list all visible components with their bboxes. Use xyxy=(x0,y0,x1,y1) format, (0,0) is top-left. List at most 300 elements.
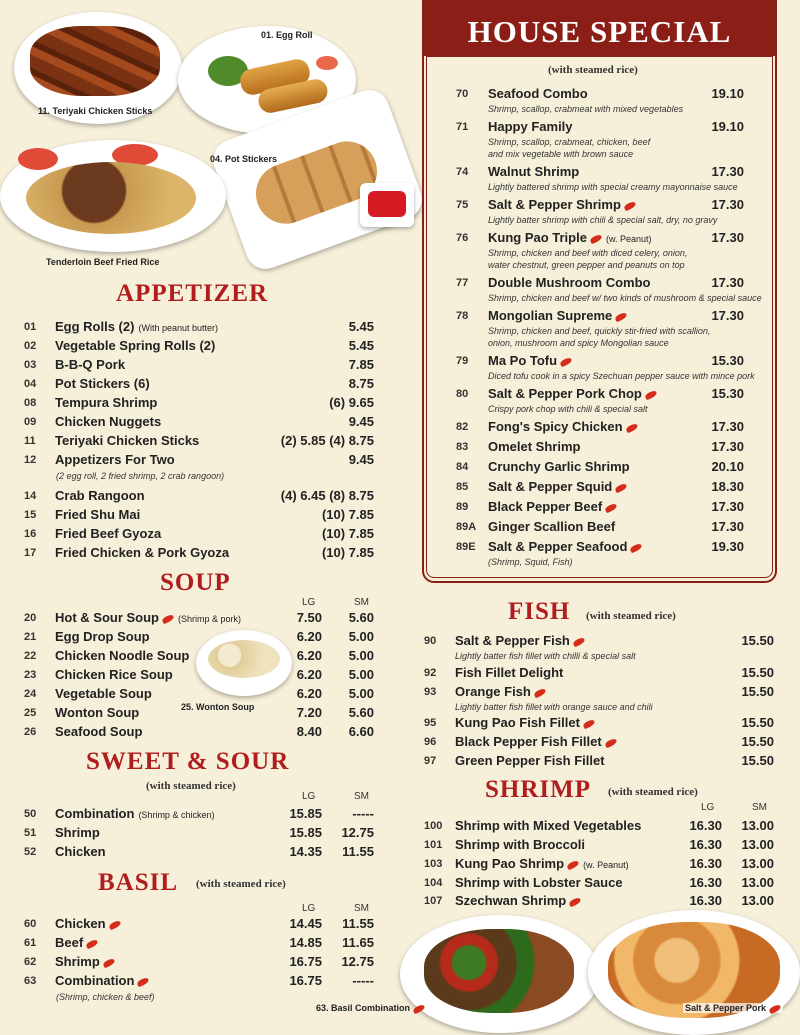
menu-item xyxy=(424,837,774,856)
item-name xyxy=(55,452,175,467)
item-price-sm: 11.55 xyxy=(342,916,374,931)
item-price: 17.30 xyxy=(711,419,744,434)
item-name-text: Combination xyxy=(55,973,135,988)
menu-item xyxy=(424,818,774,837)
item-number: 17 xyxy=(24,547,37,559)
item-name xyxy=(455,856,629,871)
sweetsour-sub: (with steamed rice) xyxy=(146,780,236,792)
item-name-text: Egg Rolls (2) xyxy=(55,319,135,334)
item-name-text: Hot & Sour Soup xyxy=(55,610,159,625)
item-name xyxy=(55,376,150,391)
item-number: 04 xyxy=(24,378,37,390)
spicy-icon xyxy=(161,613,174,624)
item-name xyxy=(455,665,563,680)
sweetsour-lg-header: LG xyxy=(302,791,316,802)
item-number: 15 xyxy=(24,509,37,521)
item-price-lg: 16.30 xyxy=(689,893,722,908)
item-number: 84 xyxy=(456,461,469,473)
item-number: 80 xyxy=(456,388,469,400)
item-price: (6) 9.65 xyxy=(329,395,374,410)
item-price: 15.50 xyxy=(741,734,774,749)
item-name-text: Black Pepper Fish Fillet xyxy=(455,734,602,749)
item-note: (w. Peanut) xyxy=(583,860,629,870)
item-name-text: Tempura Shrimp xyxy=(55,395,158,410)
item-price: 17.30 xyxy=(711,275,744,290)
menu-item xyxy=(24,376,374,395)
menu-item xyxy=(24,395,374,414)
item-description: (Shrimp, Squid, Fish) xyxy=(488,557,573,567)
item-name xyxy=(55,954,115,969)
item-price-sm: 13.00 xyxy=(741,893,774,908)
item-name xyxy=(455,753,605,768)
item-number: 76 xyxy=(456,232,469,244)
caption-potstickers: 04. Pot Stickers xyxy=(210,154,278,164)
item-number: 03 xyxy=(24,359,37,371)
item-number: 95 xyxy=(424,717,437,729)
house-special-title: HOUSE SPECIAL xyxy=(422,0,777,56)
item-name-text: Fong's Spicy Chicken xyxy=(488,419,623,434)
item-name xyxy=(488,386,657,401)
shrimp-sub: (with steamed rice) xyxy=(608,786,698,798)
spicy-icon xyxy=(615,482,628,493)
item-number: 79 xyxy=(456,355,469,367)
menu-item xyxy=(24,526,374,545)
item-number: 51 xyxy=(24,827,37,839)
item-price-sm: 5.00 xyxy=(348,686,374,701)
item-name xyxy=(488,353,572,368)
item-name xyxy=(455,837,585,852)
menu-item xyxy=(24,488,374,507)
caption-friedrice: Tenderloin Beef Fried Rice xyxy=(46,257,160,267)
caption-saltpork-text: Salt & Pepper Pork xyxy=(685,1003,767,1013)
item-name-text: Shrimp xyxy=(55,954,100,969)
item-name-text: Szechwan Shrimp xyxy=(455,893,567,908)
item-description: Lightly batter shrimp with chili & special salt, dry, no gravy xyxy=(488,215,718,225)
item-price-sm: 5.00 xyxy=(348,648,374,663)
item-number: 100 xyxy=(424,820,443,832)
menu-item xyxy=(24,806,374,825)
item-number: 52 xyxy=(24,846,37,858)
item-price-lg: 6.20 xyxy=(296,667,322,682)
item-name xyxy=(55,507,140,522)
item-price: 15.50 xyxy=(741,753,774,768)
spicy-icon xyxy=(412,1003,425,1014)
menu-item xyxy=(424,734,774,753)
item-price: 15.50 xyxy=(741,665,774,680)
item-price: 19.10 xyxy=(711,86,744,101)
item-name-text: Chicken Rice Soup xyxy=(55,667,173,682)
spicy-icon xyxy=(768,1003,781,1014)
item-number: 89A xyxy=(456,521,477,533)
item-name xyxy=(488,459,630,474)
item-price: 19.10 xyxy=(711,119,744,134)
item-name-text: B-B-Q Pork xyxy=(55,357,126,372)
item-name xyxy=(455,715,595,730)
item-price-lg: 15.85 xyxy=(289,825,322,840)
tomato-image xyxy=(316,56,338,70)
spicy-icon xyxy=(102,957,115,968)
item-name-text: Fried Chicken & Pork Gyoza xyxy=(55,545,230,560)
item-name-text: Salt & Pepper Shrimp xyxy=(488,197,621,212)
item-description: Lightly batter fish fillet with orange sauce and chili xyxy=(455,702,653,712)
item-name-text: Shrimp xyxy=(55,825,100,840)
item-name xyxy=(455,734,617,749)
item-name xyxy=(488,119,573,134)
item-name xyxy=(55,806,214,821)
item-name-text: Combination xyxy=(55,806,135,821)
item-price: 17.30 xyxy=(711,519,744,534)
shrimp-sm-header: SM xyxy=(752,802,767,813)
item-name-text: Salt & Pepper Seafood xyxy=(488,539,628,554)
menu-item xyxy=(24,610,374,629)
item-price-lg: 6.20 xyxy=(296,648,322,663)
item-description: Diced tofu cook in a spicy Szechuan pepper sauce with mince pork xyxy=(488,371,755,381)
basil-63-note: (Shrimp, chicken & beef) xyxy=(56,992,155,1002)
item-name-text: Shrimp with Lobster Sauce xyxy=(455,875,623,890)
soup-lg-header: LG xyxy=(302,597,316,608)
item-price-sm: 5.00 xyxy=(348,667,374,682)
item-name xyxy=(55,916,121,931)
shrimp-lg-header: LG xyxy=(701,802,715,813)
menu-item xyxy=(424,753,774,772)
item-price-lg: 16.30 xyxy=(689,856,722,871)
spicy-icon xyxy=(604,502,617,513)
item-name-text: Fried Shu Mai xyxy=(55,507,141,522)
item-name xyxy=(55,319,218,334)
menu-item xyxy=(456,419,744,438)
item-description: Shrimp, scallop, crabmeat with mixed vegetables xyxy=(488,104,684,114)
item-price: 18.30 xyxy=(711,479,744,494)
item-name xyxy=(55,844,106,859)
item-price-lg: 14.45 xyxy=(289,916,322,931)
spicy-icon xyxy=(559,356,572,367)
item-name xyxy=(55,610,241,625)
item-number: 63 xyxy=(24,975,37,987)
item-name xyxy=(55,545,229,560)
item-price-sm: 11.55 xyxy=(342,844,374,859)
item-name xyxy=(55,935,98,950)
item-name-text: Vegetable Soup xyxy=(55,686,152,701)
item-number: 02 xyxy=(24,340,37,352)
sweetsour-sm-header: SM xyxy=(354,791,369,802)
item-price-sm: 13.00 xyxy=(741,837,774,852)
caption-eggroll: 01. Egg Roll xyxy=(261,30,313,40)
menu-item xyxy=(424,856,774,875)
friedrice-plate xyxy=(0,140,226,252)
spicy-icon xyxy=(630,542,643,553)
menu-item xyxy=(424,875,774,894)
menu-item xyxy=(24,825,374,844)
spicy-icon xyxy=(623,200,636,211)
item-number: 24 xyxy=(24,688,37,700)
item-price-lg: 7.20 xyxy=(296,705,322,720)
item-number: 93 xyxy=(424,686,437,698)
menu-item xyxy=(24,433,374,452)
spicy-icon xyxy=(108,919,121,930)
item-price-sm: ----- xyxy=(352,973,374,988)
item-name-text: Chicken xyxy=(55,844,106,859)
item-price: 9.45 xyxy=(348,414,374,429)
menu-item xyxy=(24,507,374,526)
item-name xyxy=(488,539,642,554)
item-description: and mix vegetable with brown sauce xyxy=(488,149,634,159)
item-name xyxy=(455,684,546,699)
item-name xyxy=(55,488,145,503)
basil-lg-header: LG xyxy=(302,903,316,914)
item-price: (2) 5.85 (4) 8.75 xyxy=(280,433,374,448)
caption-teriyaki: 11. Teriyaki Chicken Sticks xyxy=(38,106,153,116)
item-price: 17.30 xyxy=(711,308,744,323)
item-name xyxy=(488,275,651,290)
item-note: (Shrimp & pork) xyxy=(178,614,242,624)
item-price-lg: 6.20 xyxy=(296,686,322,701)
item-number: 21 xyxy=(24,631,37,643)
menu-item xyxy=(24,319,374,338)
item-price-sm: 5.60 xyxy=(348,610,374,625)
item-number: 50 xyxy=(24,808,37,820)
caption-wonton: 25. Wonton Soup xyxy=(181,702,255,712)
item-price: 8.75 xyxy=(348,376,374,391)
item-name xyxy=(55,973,149,988)
item-number: 23 xyxy=(24,669,37,681)
item-number: 61 xyxy=(24,937,37,949)
item-price: (4) 6.45 (8) 8.75 xyxy=(280,488,374,503)
item-number: 09 xyxy=(24,416,37,428)
item-name xyxy=(455,875,623,890)
spicy-icon xyxy=(85,938,98,949)
item-price-lg: 14.35 xyxy=(289,844,322,859)
spicy-icon xyxy=(589,233,602,244)
item-description: Shrimp, chicken and beef, quickly stir-fried with scallion, xyxy=(488,326,711,336)
item-name-text: Kung Pao Fish Fillet xyxy=(455,715,580,730)
item-number: 26 xyxy=(24,726,37,738)
item-price-lg: 16.75 xyxy=(289,954,322,969)
item-number: 89 xyxy=(456,501,469,513)
item-description: onion, mushroom and spicy Mongolian sauce xyxy=(488,338,669,348)
item-name-text: Shrimp with Mixed Vegetables xyxy=(455,818,642,833)
item-name-text: Chicken Nuggets xyxy=(55,414,162,429)
fried-rice-image xyxy=(26,162,196,234)
item-price: 17.30 xyxy=(711,230,744,245)
item-number: 25 xyxy=(24,707,37,719)
item-price-sm: 13.00 xyxy=(741,875,774,890)
menu-item xyxy=(24,338,374,357)
item-name-text: Pot Stickers (6) xyxy=(55,376,150,391)
item-price-sm: 12.75 xyxy=(341,954,374,969)
spicy-icon xyxy=(572,636,585,647)
item-price-sm: 6.60 xyxy=(348,724,374,739)
item-name xyxy=(488,439,580,454)
spicy-icon xyxy=(582,718,595,729)
item-price-sm: 5.60 xyxy=(348,705,374,720)
item-number: 92 xyxy=(424,667,437,679)
item-price: (10) 7.85 xyxy=(321,545,374,560)
item-price: 15.50 xyxy=(741,633,774,648)
fish-title: FISH xyxy=(508,598,571,625)
item-price: 17.30 xyxy=(711,197,744,212)
item-name-text: Double Mushroom Combo xyxy=(488,275,651,290)
menu-item xyxy=(424,665,774,684)
item-price-lg: 14.85 xyxy=(289,935,322,950)
basil-sm-header: SM xyxy=(354,903,369,914)
item-name-text: Mongolian Supreme xyxy=(488,308,613,323)
item-price: 5.45 xyxy=(348,319,374,334)
menu-item xyxy=(24,935,374,954)
item-name xyxy=(455,633,585,648)
item-price: 7.85 xyxy=(348,357,374,372)
item-note: (w. Peanut) xyxy=(605,234,652,244)
spicy-icon xyxy=(137,976,150,987)
item-number: 20 xyxy=(24,612,37,624)
item-number: 74 xyxy=(456,166,469,178)
item-number: 101 xyxy=(424,839,443,851)
item-number: 01 xyxy=(24,321,37,333)
item-number: 97 xyxy=(424,755,437,767)
menu-item xyxy=(24,357,374,376)
menu-item xyxy=(24,414,374,433)
soup-title: SOUP xyxy=(160,569,231,596)
item-name xyxy=(55,414,161,429)
item-name-text: Egg Drop Soup xyxy=(55,629,150,644)
item-name xyxy=(55,395,157,410)
fish-sub: (with steamed rice) xyxy=(586,610,676,622)
item-name-text: Fried Beef Gyoza xyxy=(55,526,162,541)
item-name-text: Crunchy Garlic Shrimp xyxy=(488,459,630,474)
item-name xyxy=(55,629,150,644)
spicy-icon xyxy=(566,859,579,870)
menu-item xyxy=(456,459,744,478)
item-name-text: Seafood Combo xyxy=(488,86,588,101)
item-number: 103 xyxy=(424,858,443,870)
item-price: 17.30 xyxy=(711,439,744,454)
appetizer-title: APPETIZER xyxy=(116,280,269,307)
item-price: 19.30 xyxy=(711,539,744,554)
caption-basil xyxy=(316,1003,425,1013)
menu-item xyxy=(456,519,744,538)
item-name xyxy=(55,825,100,840)
item-price: 17.30 xyxy=(711,164,744,179)
item-name xyxy=(55,724,142,739)
item-name xyxy=(488,230,652,245)
item-name xyxy=(488,499,617,514)
item-name xyxy=(55,338,215,353)
item-number: 107 xyxy=(424,895,443,907)
house-special-sub: (with steamed rice) xyxy=(548,64,638,76)
item-number: 22 xyxy=(24,650,37,662)
menu-item xyxy=(424,684,774,703)
sweetsour-title: SWEET & SOUR xyxy=(86,748,290,775)
item-price: (10) 7.85 xyxy=(321,507,374,522)
menu-item xyxy=(24,545,374,564)
item-price-lg: 16.30 xyxy=(689,837,722,852)
item-name-text: Ginger Scallion Beef xyxy=(488,519,616,534)
menu-item xyxy=(24,954,374,973)
item-name-text: Wonton Soup xyxy=(55,705,140,720)
tomato-slice-image xyxy=(18,148,58,170)
item-number: 08 xyxy=(24,397,37,409)
item-number: 62 xyxy=(24,956,37,968)
item-name xyxy=(55,357,125,372)
item-number: 16 xyxy=(24,528,37,540)
spicy-icon xyxy=(604,737,617,748)
menu-item xyxy=(456,479,744,498)
basil-combination-image xyxy=(424,929,574,1013)
item-description: Lightly battered shrimp with special creamy mayonnaise sauce xyxy=(488,182,738,192)
item-name-text: Green Pepper Fish Fillet xyxy=(455,753,605,768)
item-price-lg: 7.50 xyxy=(296,610,322,625)
item-number: 11 xyxy=(24,435,36,447)
item-number: 12 xyxy=(24,454,37,466)
item-name-text: Shrimp with Broccoli xyxy=(455,837,586,852)
menu-item xyxy=(24,452,374,471)
item-name xyxy=(488,519,615,534)
item-price-sm: 13.00 xyxy=(741,856,774,871)
item-description: Shrimp, chicken and beef with diced celery, onion, xyxy=(488,248,688,258)
item-price: 9.45 xyxy=(348,452,374,467)
item-price-sm: 12.75 xyxy=(341,825,374,840)
item-description: water chestnut, green pepper and peanuts on top xyxy=(488,260,685,270)
item-name-text: Fish Fillet Delight xyxy=(455,665,564,680)
item-price-lg: 16.30 xyxy=(689,875,722,890)
spicy-icon xyxy=(533,687,546,698)
item-name-text: Chicken xyxy=(55,916,106,931)
item-price-sm: 13.00 xyxy=(741,818,774,833)
item-name xyxy=(488,308,627,323)
item-price: 15.50 xyxy=(741,684,774,699)
item-note: (Shrimp & chicken) xyxy=(138,810,215,820)
item-note: (With peanut butter) xyxy=(138,323,218,333)
item-number: 78 xyxy=(456,310,469,322)
basil-sub: (with steamed rice) xyxy=(196,878,286,890)
item-name xyxy=(488,164,579,179)
menu-item xyxy=(24,844,374,863)
wonton-soup-image xyxy=(208,640,280,678)
item-name-text: Vegetable Spring Rolls (2) xyxy=(55,338,216,353)
item-name-text: Beef xyxy=(55,935,84,950)
item-name xyxy=(488,419,638,434)
item-price: (10) 7.85 xyxy=(321,526,374,541)
item-name xyxy=(488,197,636,212)
item-name-text: Teriyaki Chicken Sticks xyxy=(55,433,200,448)
item-number: 85 xyxy=(456,481,469,493)
item-name-text: Crab Rangoon xyxy=(55,488,145,503)
item-number: 104 xyxy=(424,877,443,889)
menu-item xyxy=(424,715,774,734)
teriyaki-sticks-image xyxy=(30,26,160,96)
item-name-text: Chicken Noodle Soup xyxy=(55,648,190,663)
item-name-text: Walnut Shrimp xyxy=(488,164,580,179)
shrimp-title: SHRIMP xyxy=(485,776,591,803)
item-number: 96 xyxy=(424,736,437,748)
item-description: Shrimp, chicken and beef w/ two kinds of mushroom & special sauce xyxy=(488,293,762,303)
menu-item xyxy=(456,439,744,458)
item-price: 5.45 xyxy=(348,338,374,353)
item-number: 82 xyxy=(456,421,469,433)
spicy-icon xyxy=(644,389,657,400)
item-name-text: Appetizers For Two xyxy=(55,452,175,467)
item-number: 71 xyxy=(456,121,469,133)
caption-saltpork xyxy=(683,1003,783,1013)
menu-item xyxy=(24,724,374,743)
item-price: 17.30 xyxy=(711,499,744,514)
menu-item xyxy=(424,893,774,912)
item-name xyxy=(55,648,189,663)
item-name-text: Salt & Pepper Squid xyxy=(488,479,613,494)
item-name xyxy=(488,86,588,101)
item-price: 15.50 xyxy=(741,715,774,730)
item-name xyxy=(488,479,627,494)
saltpork-plate xyxy=(588,910,800,1035)
